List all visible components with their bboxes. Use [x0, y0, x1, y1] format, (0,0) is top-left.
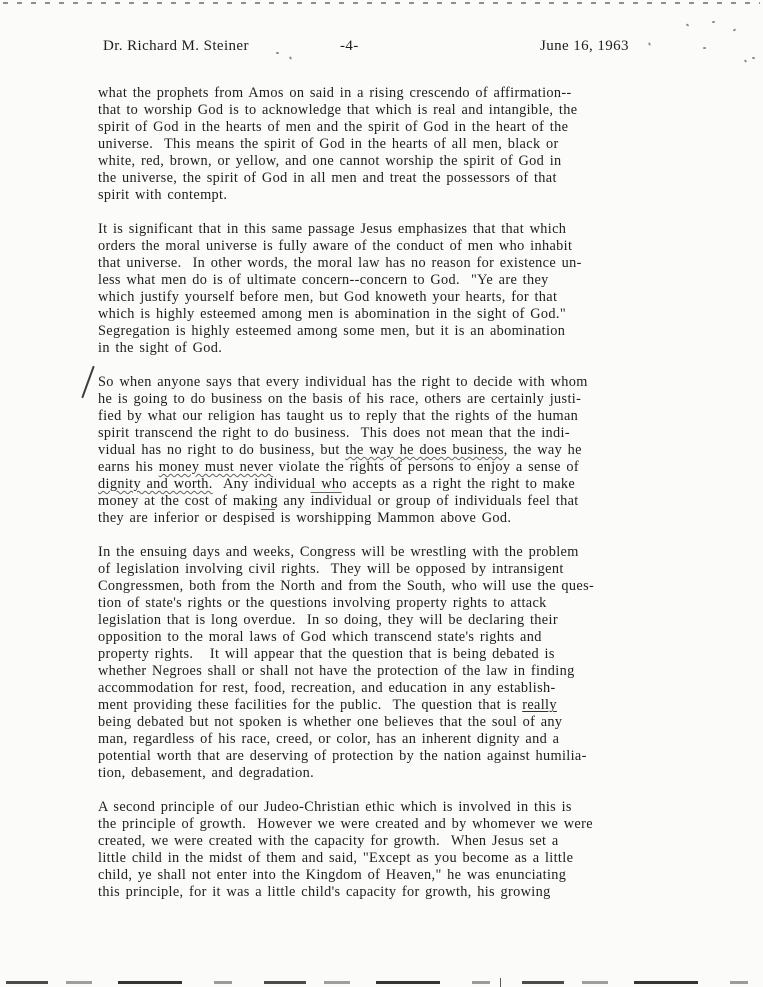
text-line: tion, debasement, and degradation.	[98, 765, 314, 781]
pencil-underline-text: dignity and worth.	[98, 476, 213, 492]
text-line: they are inferior or $despis\overline{ed}$ is worshipping Mammon above God.	[98, 510, 512, 526]
scan-artifact-top-dashes	[3, 2, 760, 4]
paragraph	[98, 799, 698, 901]
text-line: vidual has no right to do business, but the way he does business, the way he	[98, 442, 582, 458]
text-line: less what men do is of ultimate concern--concern to God. "Ye are they	[98, 272, 549, 288]
text-line: spirit of God in the hearts of men and the spirit of God in the heart of the	[98, 119, 569, 135]
text-line: Segregation is highly esteemed among some men, but it is an abomination	[98, 323, 566, 339]
paragraph	[98, 85, 698, 204]
typed-underline-text: really	[522, 697, 557, 713]
text-line: opposition to the moral laws of God which transcend state's rights and	[98, 629, 542, 645]
paragraph	[98, 544, 698, 782]
text-line: orders the moral universe is fully aware of the conduct of men who inhabit	[98, 238, 573, 254]
scan-artifact-bottom-line	[0, 981, 763, 984]
text-line: legislation that is long overdue. In so doing, they will be declaring their	[98, 612, 558, 628]
paragraph	[98, 221, 698, 357]
document-date: June 16, 1963	[540, 38, 629, 54]
text-line: A second principle of our Judeo-Christian ethic which is involved in this is	[98, 799, 572, 815]
text-line: that to worship God is to acknowledge that which is real and intangible, the	[98, 102, 578, 118]
text-line: It is significant that in this same passage Jesus emphasizes that that which	[98, 221, 567, 237]
text-line: money at the cost of making any individual or group of individuals feel that	[98, 493, 579, 509]
text-line: earns his money must never violate the rights of persons to enjoy a sense of	[98, 459, 579, 475]
text-line: this principle, for it was a little child's capacity for growth, his growing	[98, 884, 551, 900]
text-line: which is highly esteemed among men is abomination in the sight of God."	[98, 306, 567, 322]
text-line: child, ye shall not enter into the Kingdom of Heaven," he was enunciating	[98, 867, 567, 883]
text-line: that universe. In other words, the moral law has no reason for existence un-	[98, 255, 582, 271]
scan-artifact-tick	[500, 978, 501, 987]
text-line: universe. This means the spirit of God in the hearts of all men, black or	[98, 136, 559, 152]
text-line: what the prophets from Amos on said in a rising crescendo of affirmation--	[98, 85, 572, 101]
text-line: man, regardless of his race, creed, or color, has an inherent dignity and a	[98, 731, 560, 747]
text-line: in the sight of God.	[98, 340, 223, 356]
text-line: accommodation for rest, food, recreation, and education in any establish-	[98, 680, 556, 696]
text-line: the universe, the spirit of God in all men and treat the possessors of that	[98, 170, 557, 186]
text-line: he is going to do business on the basis of his race, others are certainly justi-	[98, 391, 582, 407]
text-line: which justify yourself before men, but God knoweth your hearts, for that	[98, 289, 558, 305]
text-line: potential worth that are deserving of protection by the nation against humilia-	[98, 748, 587, 764]
pencil-underline-text: money must never	[158, 459, 274, 475]
pencil-overline-text: indiv	[310, 493, 342, 509]
text-line: Congressmen, both from the North and from the South, who will use the ques-	[98, 578, 595, 594]
text-line: ment providing these facilities for the public. The question that is really	[98, 697, 557, 713]
text-line: spirit with contempt.	[98, 187, 228, 203]
text-line: dignity and worth. Any individual who accepts as a right the right to make	[98, 476, 576, 492]
text-line: spirit transcend the right to do business. This does not mean that the indi-	[98, 425, 570, 441]
document-body	[98, 85, 698, 918]
pencil-underline-text: the way he does business	[345, 442, 504, 458]
text-line: whether Negroes shall or shall not have the protection of the law in finding	[98, 663, 575, 679]
pencil-slash-mark	[81, 366, 95, 399]
text-line: being debated but not spoken is whether one believes that the soul of any	[98, 714, 563, 730]
pencil-overline-text: $\overline{ed}$	[260, 510, 275, 526]
text-line: of legislation involving civil rights. They will be opposed by intransigent	[98, 561, 564, 577]
text-line: created, we were created with the capacity for growth. When Jesus set a	[98, 833, 559, 849]
text-line: property rights. It will appear that the question that is being debated is	[98, 646, 555, 662]
paragraph	[98, 374, 698, 527]
text-line: So when anyone says that every individual has the right to decide with whom	[98, 374, 588, 390]
author-name: Dr. Richard M. Steiner	[103, 38, 249, 54]
text-line: little child in the midst of them and said, "Except as you become as a little	[98, 850, 574, 866]
text-line: fied by what our religion has taught us to reply that the rights of the human	[98, 408, 579, 424]
scan-noise-speckles	[0, 0, 1, 1]
page-number: -4-	[340, 38, 359, 54]
text-line: white, red, brown, or yellow, and one cannot worship the spirit of God in	[98, 153, 562, 169]
text-line: the principle of growth. However we were created and by whomever we were	[98, 816, 593, 832]
text-line: In the ensuing days and weeks, Congress will be wrestling with the problem	[98, 544, 579, 560]
text-line: tion of state's rights or the questions involving property rights to attack	[98, 595, 547, 611]
